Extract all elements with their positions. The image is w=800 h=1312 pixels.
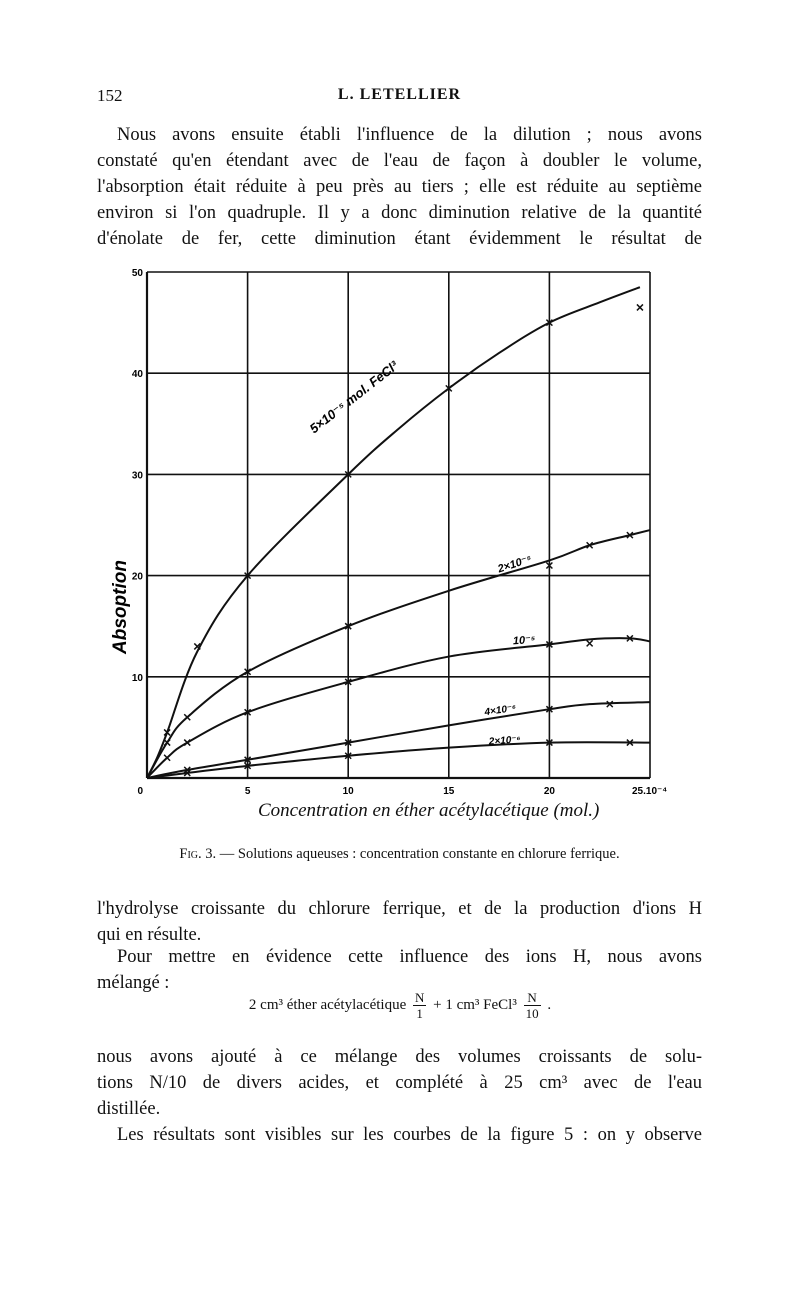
x-tick-label: 10 bbox=[342, 786, 354, 797]
data-point-marker bbox=[164, 740, 170, 746]
series-label: 4×10⁻⁶ bbox=[483, 702, 517, 719]
paragraph-line: Pour mettre en évidence cette influence des ions H, nous avons bbox=[117, 947, 702, 967]
paragraph-line: Nous avons ensuite établi l'influence de la dilution ; nous avons bbox=[117, 125, 702, 145]
fraction-denominator: 1 bbox=[416, 1006, 423, 1021]
page-header bbox=[97, 86, 702, 108]
y-tick-label: 10 bbox=[131, 672, 143, 684]
fraction-numerator: N bbox=[524, 990, 541, 1006]
x-tick-label: 20 bbox=[543, 786, 555, 797]
series-line bbox=[147, 638, 650, 778]
series-label: 2×10⁻⁵ bbox=[496, 553, 534, 576]
figure-caption bbox=[97, 846, 702, 863]
x-tick-label: 5 bbox=[244, 786, 251, 797]
series-line bbox=[147, 530, 650, 778]
data-point-marker bbox=[637, 304, 643, 310]
paragraph-3 bbox=[97, 944, 702, 996]
paragraph-line: mélangé : bbox=[97, 973, 170, 993]
paragraph-5 bbox=[97, 1122, 702, 1148]
paragraph-line: qui en résulte. bbox=[97, 925, 202, 945]
paragraph-line: l'hydrolyse croissante du chlorure ferrique, et de la production d'ions H bbox=[97, 899, 702, 919]
paragraph-2 bbox=[97, 896, 702, 948]
series-label: 2×10⁻⁶ bbox=[488, 734, 522, 748]
x-tick-labels bbox=[137, 786, 667, 797]
paragraph-line: tions N/10 de divers acides, et complété à 25 cm³ avec de l'eau bbox=[97, 1073, 702, 1093]
data-point-marker bbox=[184, 714, 190, 720]
x-tick-label: 15 bbox=[443, 786, 455, 797]
absorption-chart bbox=[110, 262, 670, 832]
paragraph-1 bbox=[97, 122, 702, 252]
y-tick-label: 50 bbox=[131, 268, 143, 279]
paragraph-line: constaté qu'en étendant avec de l'eau de façon à doubler le volume, bbox=[97, 151, 702, 171]
fraction bbox=[524, 990, 541, 1021]
paragraph-line: d'énolate de fer, cette diminution étant évidemment le résultat de bbox=[97, 229, 702, 249]
series-line bbox=[147, 702, 650, 778]
x-tick-label: 25.10⁻⁴ bbox=[632, 786, 668, 797]
running-title: L. LETELLIER bbox=[337, 86, 462, 103]
y-axis-label: Absoption bbox=[110, 560, 131, 654]
paragraph-line: Les résultats sont visibles sur les courbes de la figure 5 : on y observe bbox=[117, 1125, 702, 1145]
paragraph-line: nous avons ajouté à ce mélange des volumes croissants de solu- bbox=[97, 1047, 702, 1067]
series-line bbox=[147, 742, 650, 778]
x-tick-label: 0 bbox=[137, 786, 143, 797]
data-point-marker bbox=[184, 740, 190, 746]
paragraph-line: environ si l'on quadruple. Il y a donc diminution relative de la quantité bbox=[97, 203, 702, 223]
fraction-numerator: N bbox=[414, 990, 425, 1005]
y-tick-label: 20 bbox=[131, 571, 143, 583]
caption-label: Fig. 3. bbox=[179, 846, 217, 862]
y-tick-label: 30 bbox=[131, 470, 143, 482]
caption-text: — Solutions aqueuses : concentration constante en chlorure ferrique. bbox=[219, 846, 620, 862]
y-tick-labels bbox=[132, 268, 144, 684]
data-point-marker bbox=[164, 755, 170, 761]
chart-grid bbox=[147, 272, 650, 778]
paragraph-line: l'absorption était réduite à peu près au tiers ; elle est réduite au septième bbox=[97, 177, 702, 197]
series-label: 5×10⁻⁵ mol. FeCl³ bbox=[306, 358, 401, 437]
y-tick-label: 40 bbox=[131, 369, 143, 381]
fraction-denominator: 10 bbox=[525, 1006, 539, 1021]
data-point-marker bbox=[587, 640, 593, 646]
fraction bbox=[413, 990, 426, 1021]
page-number: 152 bbox=[97, 86, 123, 105]
formula-part: 2 cm³ éther acétylacétique bbox=[248, 996, 407, 1013]
chart-curves bbox=[147, 287, 650, 778]
series-labels bbox=[307, 358, 537, 748]
formula-end: . bbox=[547, 996, 552, 1013]
series-label: 10⁻⁵ bbox=[512, 633, 536, 648]
formula-part: + 1 cm³ FeCl³ bbox=[433, 996, 517, 1013]
paragraph-4 bbox=[97, 1044, 702, 1122]
formula bbox=[0, 990, 800, 1021]
x-axis-label: Concentration en éther acétylacétique (mol.) bbox=[258, 800, 600, 821]
paragraph-line: distillée. bbox=[97, 1099, 161, 1119]
